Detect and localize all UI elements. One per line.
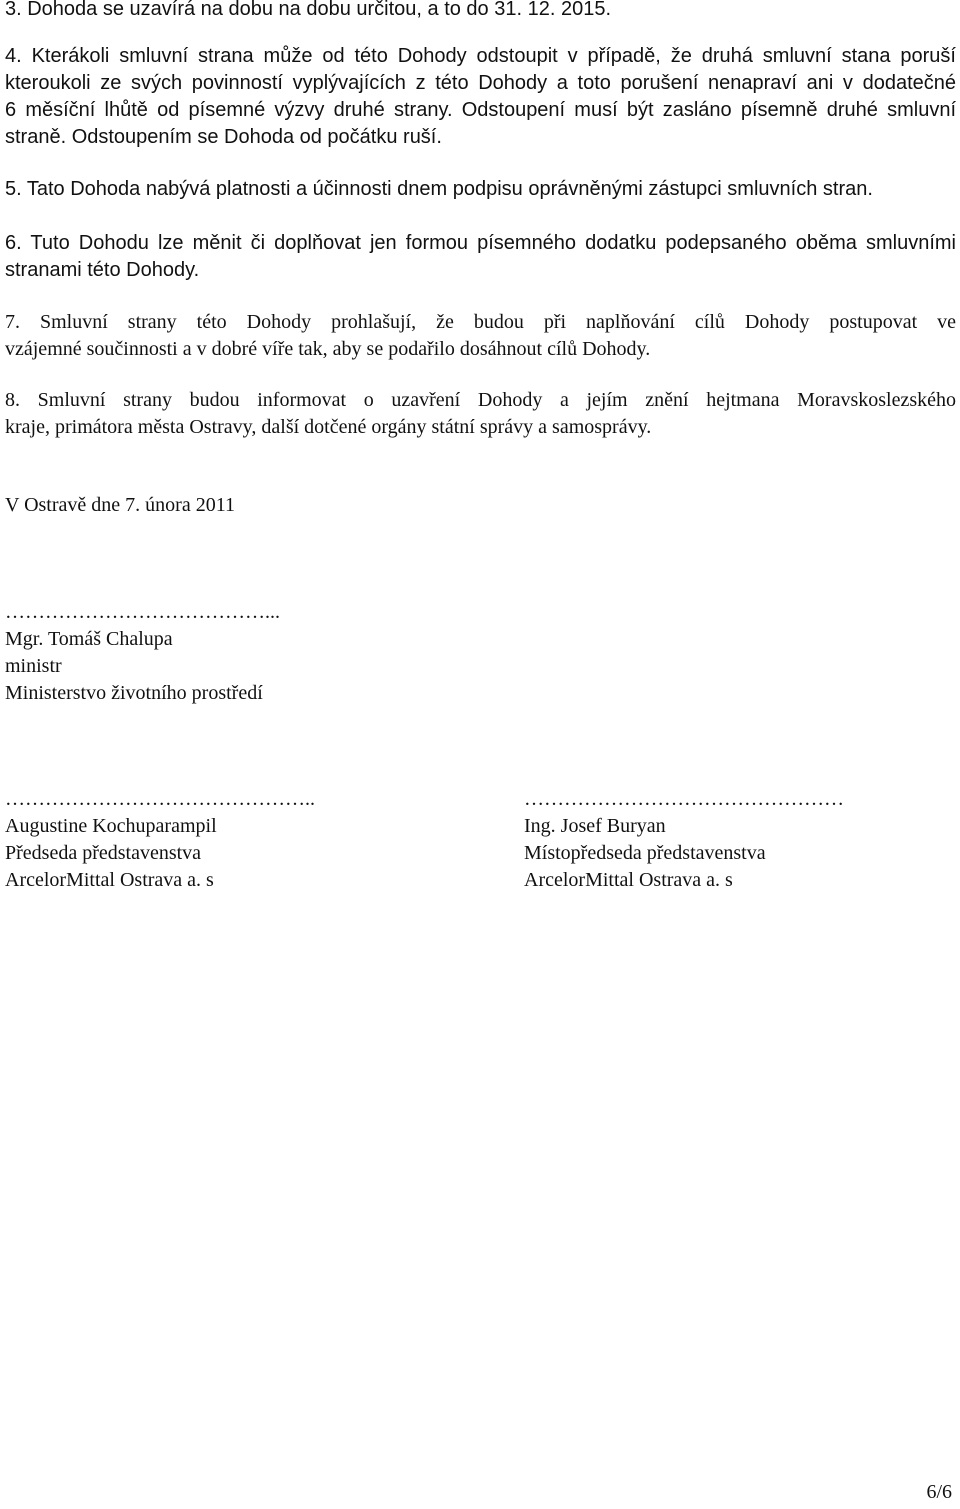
signatory-organization: Ministerstvo životního prostředí	[5, 682, 263, 704]
signatory-name: Mgr. Tomáš Chalupa	[5, 628, 173, 650]
clause-7-line-2: vzájemné součinnosti a v dobré víře tak, aby se podařilo dosáhnout cílů Dohody.	[5, 338, 651, 360]
clause-4-line-4: straně. Odstoupením se Dohoda od počátku ruší.	[5, 126, 442, 148]
signature-line: …………………………………...	[5, 601, 280, 623]
clause-6-line-1: 6. Tuto Dohodu lze měnit či doplňovat jen formou písemného dodatku podepsaného oběma smluvními	[5, 232, 956, 254]
clause-5: 5. Tato Dohoda nabývá platnosti a účinnosti dnem podpisu oprávněnými zástupci smluvních stran.	[5, 178, 873, 200]
signature-line: ………………………………………..	[5, 788, 315, 810]
clause-4-line-2: kteroukoli ze svých povinností vyplývajících z této Dohody a toto porušení nenapraví ani v dodatečné	[5, 72, 956, 94]
signature-line: …………………………………………	[524, 788, 844, 810]
signatory-organization: ArcelorMittal Ostrava a. s	[524, 869, 733, 891]
signatory-role: Předseda představenstva	[5, 842, 202, 864]
clause-7-line-1: 7. Smluvní strany této Dohody prohlašují, že budou při naplňování cílů Dohody postupovat ve	[5, 311, 956, 333]
clause-8-line-2: kraje, primátora města Ostravy, další dotčené orgány státní správy a samosprávy.	[5, 416, 652, 438]
clause-4-line-3: 6 měsíční lhůtě od písemné výzvy druhé strany. Odstoupení musí být zasláno písemně druhé smluvní	[5, 99, 956, 121]
page-number: 6/6	[926, 1481, 952, 1503]
signatory-role: ministr	[5, 655, 62, 677]
clause-3: 3. Dohoda se uzavírá na dobu na dobu určitou, a to do 31. 12. 2015.	[5, 0, 612, 20]
clause-4-line-1: 4. Kterákoli smluvní strana může od této Dohody odstoupit v případě, že druhá smluvní stana poruší	[5, 45, 956, 67]
signatory-name: Augustine Kochuparampil	[5, 815, 217, 837]
signatory-role: Místopředseda představenstva	[524, 842, 766, 864]
place-and-date: V Ostravě dne 7. února 2011	[5, 494, 235, 516]
clause-8-line-1: 8. Smluvní strany budou informovat o uzavření Dohody a jejím znění hejtmana Moravskoslezského	[5, 389, 956, 411]
clause-6-line-2: stranami této Dohody.	[5, 259, 200, 281]
signatory-organization: ArcelorMittal Ostrava a. s	[5, 869, 214, 891]
signatory-name: Ing. Josef Buryan	[524, 815, 666, 837]
